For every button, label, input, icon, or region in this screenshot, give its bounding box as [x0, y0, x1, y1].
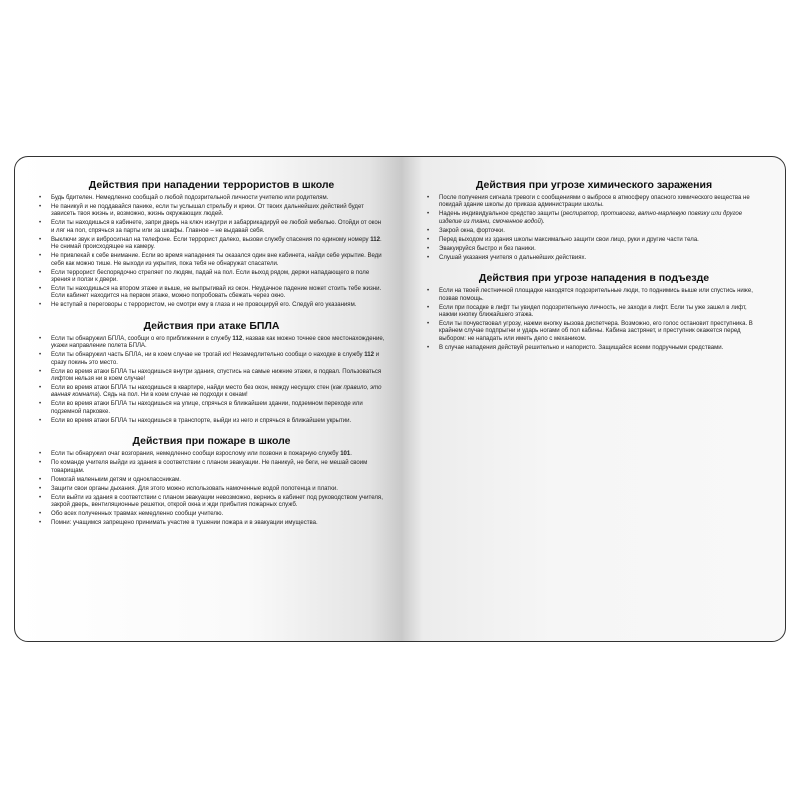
- bullet-icon: •: [39, 417, 42, 424]
- list-item: [37, 511, 386, 518]
- list-item: [37, 460, 386, 475]
- item-text: Слушай указания учителя о дальнейших действиях.: [439, 254, 587, 261]
- section-title: Действия при атаке БПЛА: [143, 319, 280, 332]
- item-text: Эвакуируйся быстро и без паники.: [439, 245, 536, 252]
- item-text: . Не снимай происходящее на камеру.: [51, 236, 382, 251]
- item-text: Если террорист беспорядочно стреляет по людям, падай на пол. Если выход рядом, держи нападающего в поле зрения и ползи к двери.: [51, 269, 370, 284]
- item-text: В случае нападения действуй решительно и напористо. Защищайся всеми подручными средствами.: [439, 344, 724, 351]
- list-item: [425, 345, 763, 352]
- list-item: [37, 195, 386, 202]
- item-text: Если ты почувствовал угрозу, нажми кнопку вызова диспетчера. Возможно, его голос остановит преступника. В крайнем случае подпрыгни и ударь ногами об пол кабины. Кабина застрянет, и преступник окажется перед выбором: не нападать или иметь дело с механиком.: [439, 321, 753, 342]
- section-list: [37, 195, 386, 310]
- item-text: Надень индивидуальное средство защиты (: [439, 211, 563, 218]
- item-text: Если при посадке в лифт ты увидел подозрительную личность, не заходи в лифт. Если ты уже зашел в лифт, нажми кнопку ближайшего этажа.: [439, 304, 747, 319]
- emergency-number: 112: [364, 352, 375, 359]
- item-text: После получения сигнала тревоги с сообщениями о выбросе в атмосферу опасного химического вещества не покидай здание школы до приказа администрации школы.: [439, 195, 750, 209]
- bullet-icon: •: [39, 451, 42, 458]
- list-item: [37, 486, 386, 493]
- booklet-spread: [14, 156, 786, 642]
- bullet-icon: •: [39, 401, 42, 408]
- bullet-icon: •: [39, 385, 42, 392]
- item-text: .: [350, 451, 352, 458]
- item-text: Если ты обнаружил часть БПЛА, ни в коем случае не трогай их! Незамедлительно сообщи о находке в службу: [51, 352, 365, 359]
- section-title: Действия при нападении террористов в школе: [88, 179, 335, 191]
- bullet-icon: •: [427, 288, 430, 295]
- list-item: [425, 195, 763, 210]
- item-text: Помогай маленьким детям и одноклассникам.: [51, 476, 181, 483]
- bullet-icon: •: [39, 286, 42, 293]
- section-title: Действия при пожаре в школе: [132, 435, 291, 448]
- item-text: Закрой окна, форточки.: [439, 227, 505, 234]
- section-list: [37, 451, 386, 527]
- item-text: и сразу покинь это место.: [51, 352, 380, 366]
- item-text: Обо всех полученных травмах немедленно сообщи учителю.: [51, 511, 224, 518]
- list-item: [425, 321, 763, 343]
- list-item: [37, 451, 386, 458]
- bullet-icon: •: [39, 195, 42, 201]
- section-title: Действия при угрозе химического заражения: [475, 179, 713, 191]
- section-list: [425, 195, 763, 262]
- list-item: [37, 401, 386, 416]
- list-item: [37, 204, 386, 219]
- item-text: По команде учителя выйди из здания в соответствии с планом эвакуации. Не паникуй, не беги, не мешай своим товарищам.: [51, 460, 368, 474]
- item-text: Помни: учащимся запрещено принимать участие в тушении пожара и в эвакуации имущества.: [51, 520, 318, 527]
- left-page: [15, 157, 400, 641]
- list-item: [37, 385, 386, 400]
- item-text: Если во время атаки БПЛА ты находишься на улице, спрячься в ближайшем здании, подземном переходе или подземной парковке.: [51, 401, 363, 415]
- list-item: [37, 369, 386, 384]
- item-text: Не вступай в переговоры с террористом, не смотри ему в глаза и не провоцируй его. Следуй его указаниям.: [51, 302, 357, 309]
- list-item: [37, 237, 386, 252]
- bullet-icon: •: [427, 245, 430, 252]
- section-title: Действия при угрозе нападения в подъезде: [478, 272, 710, 285]
- bullet-icon: •: [39, 368, 42, 375]
- bullet-icon: •: [427, 236, 430, 243]
- italic-note: респиратор, противогаз, ватно-марлевую повязку или другое изделие из ткани, смоченное водой: [439, 211, 743, 225]
- bullet-icon: •: [39, 335, 42, 342]
- item-text: Если ты обнаружил очаг возгорания, немедленно сообщи взрослому или позвони в пожарную службу: [51, 451, 341, 458]
- item-text: ).: [540, 218, 545, 225]
- bullet-icon: •: [39, 253, 42, 260]
- list-item: [425, 255, 763, 262]
- list-item: [425, 237, 763, 244]
- list-item: [425, 211, 763, 226]
- bullet-icon: •: [39, 460, 42, 467]
- item-text: Если во время атаки БПЛА ты находишься внутри здания, спустись на самые нижние этажи, в подвал. Пользоваться лифтом нельзя ни в коем случае!: [51, 368, 382, 383]
- list-item: [37, 270, 386, 285]
- list-item: [425, 246, 763, 253]
- section-list: [37, 336, 386, 425]
- bullet-icon: •: [427, 304, 430, 311]
- bullet-icon: •: [39, 269, 42, 276]
- italic-note: как правило, это ванная комната: [51, 385, 382, 399]
- list-item: [37, 477, 386, 484]
- bullet-icon: •: [427, 211, 430, 218]
- emergency-number: 101: [340, 451, 351, 458]
- item-text: ). Сядь на пол. Ни в коем случае не подходи к окнам!: [97, 392, 248, 399]
- list-item: [425, 305, 763, 320]
- item-text: Если ты обнаружил БПЛА, сообщи о его приближении в службу: [51, 335, 233, 342]
- bullet-icon: •: [39, 520, 42, 527]
- bullet-icon: •: [39, 302, 42, 309]
- list-item: [37, 286, 386, 301]
- item-text: Перед выходом из здания школы максимально защити свои лицо, руки и другие части тела.: [439, 236, 699, 243]
- bullet-icon: •: [427, 321, 430, 328]
- emergency-number: 112: [370, 236, 380, 243]
- list-item: [37, 302, 386, 309]
- item-text: Если ты находишься на втором этаже и выше, не выпрыгивай из окон. Неудачное падение может стоить тебе жизни. Если кабинет находится на первом этаже, можно попробовать сбежать через окно.: [51, 286, 382, 300]
- bullet-icon: •: [39, 511, 42, 518]
- list-item: [37, 220, 386, 235]
- list-item: [425, 288, 763, 303]
- list-item: [37, 253, 386, 268]
- bullet-icon: •: [427, 344, 430, 351]
- bullet-icon: •: [39, 352, 42, 359]
- item-text: Если выйти из здания в соответствии с планом эвакуации невозможно, вернись в кабинет под руководством учителя, закрой дверь, вентиляционные решетки, открой окна и жди прибытия пожарных служб.: [51, 494, 383, 509]
- bullet-icon: •: [39, 236, 42, 243]
- bullet-icon: •: [39, 204, 42, 210]
- item-text: Выключи звук и вибросигнал на телефоне. Если террорист далеко, вызови службу спасения по единому номеру: [51, 236, 371, 243]
- bullet-icon: •: [427, 227, 430, 234]
- item-text: Не привлекай к себе внимание. Если во время нападения ты оказался один вне кабинета, найди себе укрытие. Веди себя как можно тише. Не выходи из укрытия, пока тебя не обнаружат спасатели.: [51, 253, 382, 267]
- list-item: [425, 228, 763, 235]
- list-item: [37, 520, 386, 527]
- bullet-icon: •: [427, 195, 430, 201]
- bullet-icon: •: [427, 254, 430, 261]
- bullet-icon: •: [39, 485, 42, 492]
- item-text: Если во время атаки БПЛА ты находишься в транспорте, выйди из него и спрячься в ближайшем укрытии.: [51, 417, 352, 424]
- emergency-number: 112: [232, 335, 243, 342]
- list-item: [37, 418, 386, 425]
- right-page: [407, 157, 785, 641]
- bullet-icon: •: [39, 476, 42, 483]
- bullet-icon: •: [39, 220, 42, 227]
- item-text: Если ты находишься в кабинете, запри дверь на ключ изнутри и забаррикадируй ее любой мебелью. Отойди от окон и ляг на пол, спрячься за парты или за шкафы. Главное – не выдавай себя.: [51, 220, 382, 234]
- item-text: Будь бдителен. Немедленно сообщай о любой подозрительной личности учителю или родителям.: [51, 195, 329, 201]
- list-item: [37, 352, 386, 367]
- item-text: Защити свои органы дыхания. Для этого можно использовать намоченные водой полотенца и платки.: [51, 485, 338, 492]
- list-item: [37, 336, 386, 351]
- bullet-icon: •: [39, 494, 42, 501]
- item-text: , назвав как можно точнее свое местонахождение, укажи направление полета БПЛА.: [51, 335, 385, 350]
- list-item: [37, 495, 386, 510]
- section-list: [425, 288, 763, 352]
- item-text: Не паникуй и не поддавайся панике, если ты услышал стрельбу и крики. От твоих дальнейших действий будет зависеть твоя жизнь и, возможно, жизнь окружающих людей.: [51, 204, 364, 218]
- item-text: Если на твоей лестничной площадке находятся подозрительные люди, то поднимись выше или спустись ниже, позвав помощь.: [439, 288, 753, 302]
- item-text: Если во время атаки БПЛА ты находишься в квартире, найди место без окон, между несущих стен (: [51, 385, 333, 392]
